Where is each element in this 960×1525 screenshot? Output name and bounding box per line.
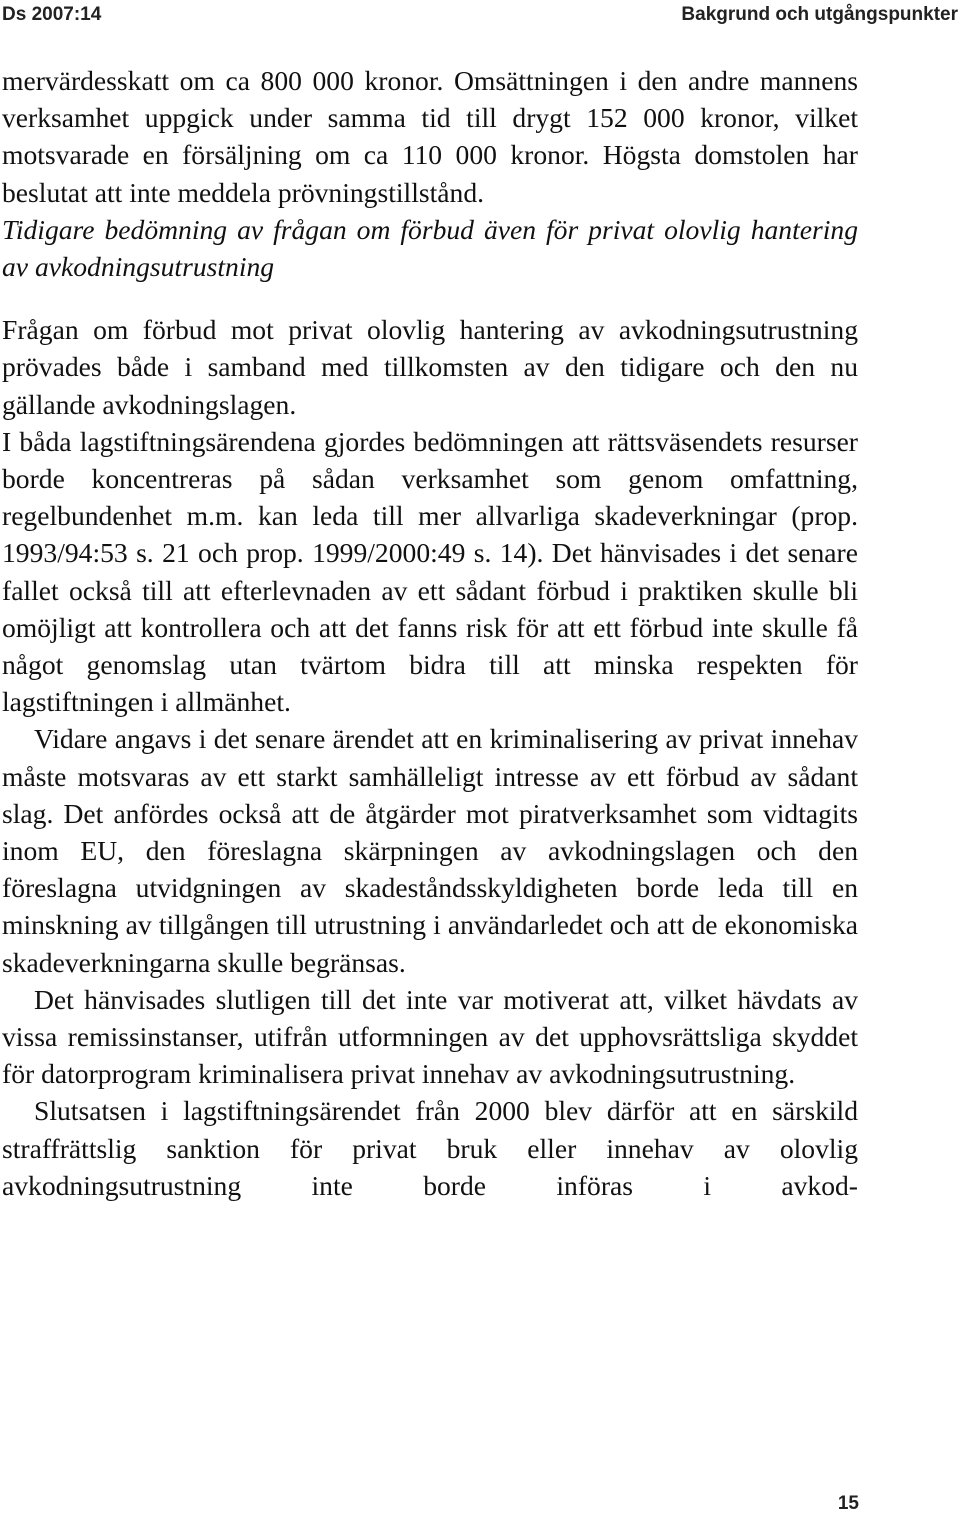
- chapter-title: Bakgrund och utgångspunkter: [681, 4, 958, 25]
- section-heading: Tidigare bedömning av frågan om förbud även för privat olovlig hantering av avkodningsutrustning: [2, 213, 858, 283]
- paragraph-referral: Det hänvisades slutligen till det inte var motiverat att, vilket hävdats av vissa remissinstanser, utifrån utformningen av det upphovsrättsliga skyddet för datorprogram kriminalisera privat innehav av avkodningsutrustning.: [2, 983, 858, 1090]
- document-id: Ds 2007:14: [2, 4, 102, 25]
- running-header: [0, 2, 960, 30]
- paragraph-continuation: mervärdesskatt om ca 800 000 kronor. Omsättningen i den andre mannens verksamhet uppgick under samma tid till drygt 152 000 kronor, vilket motsvarade en försäljning om ca 110 000 kronor. Högsta domstolen har beslutat att inte meddela prövningstillstånd.: [2, 65, 858, 208]
- paragraph-conclusion: Slutsatsen i lagstiftningsärendet från 2000 blev därför att en särskild straffrättslig sanktion för privat bruk eller innehav av olovlig avkodningsutrustning inte borde införas i avkod-: [2, 1095, 858, 1201]
- page-number: 15: [837, 1493, 859, 1514]
- paragraph-further-argument: Vidare angavs i det senare ärendet att en kriminalisering av privat innehav måste motsvaras av ett starkt samhälleligt intresse av ett förbud av sådant slag. Det anfördes också att de åtgärder mot piratverksamhet som vidtagits inom EU, den föreslagna skärpningen av avkodningslagen och den föreslagna utvidgningen av skadeståndsskyldigheten borde leda till en minskning av tillgången till utrustning i användarledet och att de ekonomiska skadeverkningarna skulle begränsas.: [2, 723, 858, 978]
- paragraph-question: Frågan om förbud mot privat olovlig hantering av avkodningsutrustning prövades både i samband med tillkomsten av den tidigare och den nu gällande avkodningslagen.: [2, 314, 858, 420]
- paragraph-assessment: I båda lagstiftningsärendena gjordes bedömningen att rättsväsendets resurser borde koncentreras på sådan verksamhet som genom omfattning, regelbundenhet m.m. kan leda till mer allvarliga skadeverkningar (prop. 1993/94:53 s. 21 och prop. 1999/2000:49 s. 14). Det hänvisades i det senare fallet också till att efterlevnaden av ett sådant förbud i praktiken skulle bli omöjligt att kontrollera och att det fanns risk för att ett förbud inte skulle få något genomslag utan tvärtom bidra till att minska respekten för lagstiftningen i allmänhet.: [2, 425, 858, 718]
- page-body: [2, 62, 858, 1204]
